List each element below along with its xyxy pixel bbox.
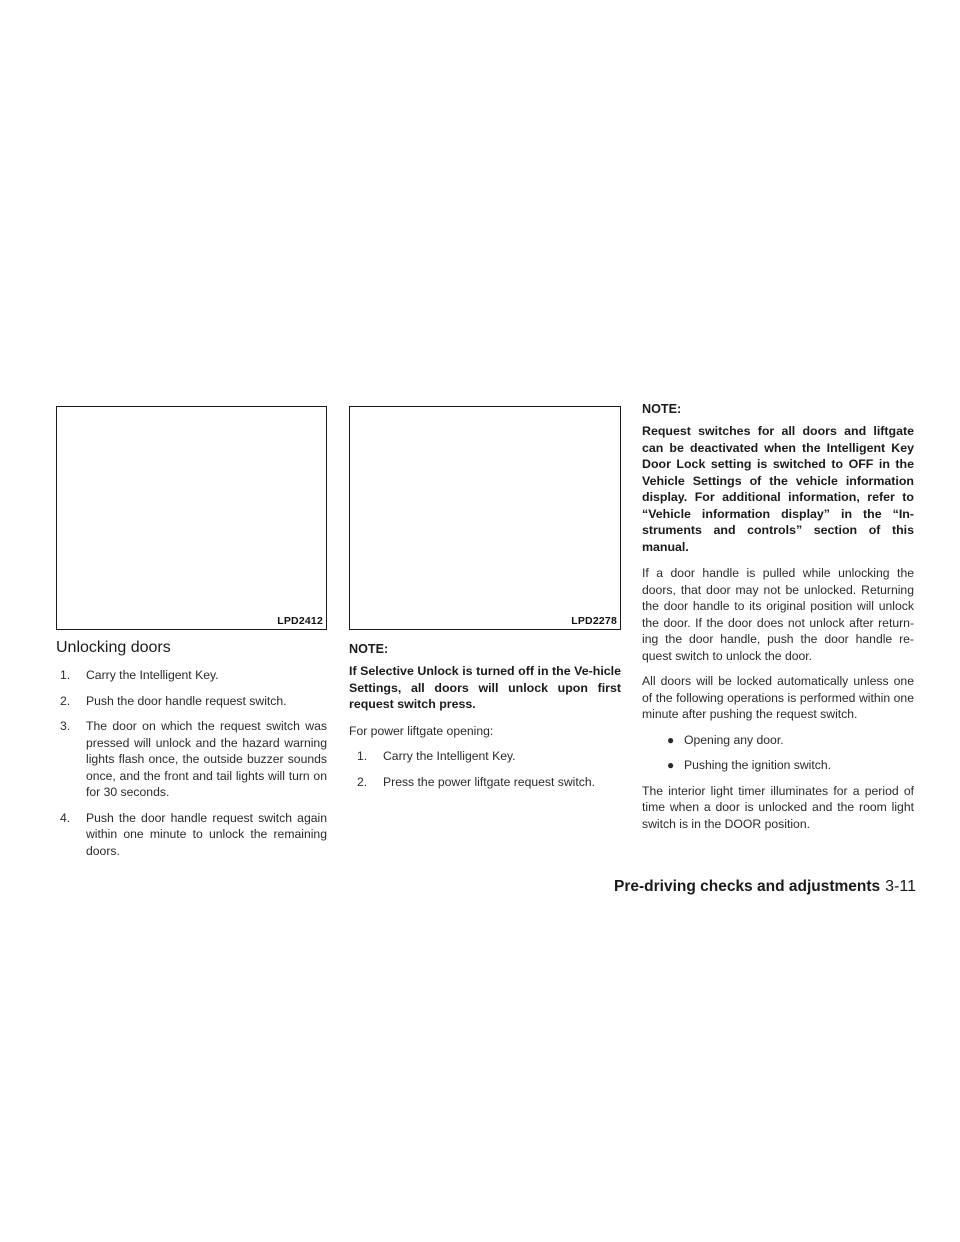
page-footer xyxy=(614,878,916,896)
list-item xyxy=(349,774,621,791)
bullet-icon: ● xyxy=(667,732,675,747)
figure-lpd2412 xyxy=(56,406,327,630)
left-column xyxy=(56,406,327,868)
note-title: NOTE: xyxy=(349,642,389,656)
paragraph: All doors will be locked automatically unless one of the following operations is performed within one minute after pushing the request switch. xyxy=(642,674,914,721)
list-item xyxy=(56,693,327,710)
middle-column xyxy=(349,406,621,799)
step-text: Carry the Intelligent Key. xyxy=(383,749,516,763)
step-text: Push the door handle request switch. xyxy=(86,693,287,708)
liftgate-intro: For power liftgate opening: xyxy=(349,723,494,738)
bullet-text: Opening any door. xyxy=(684,732,784,747)
step-number: 1. xyxy=(357,749,368,763)
step-number: 2. xyxy=(60,693,71,708)
step-text: Press the power liftgate request switch. xyxy=(383,774,596,789)
footer-section-title: Pre-driving checks and adjustments xyxy=(613,878,881,895)
right-column xyxy=(642,402,914,841)
bullet-text: Pushing the ignition switch. xyxy=(684,758,832,772)
bullet-icon: ● xyxy=(667,758,675,772)
list-item xyxy=(349,748,621,765)
list-item xyxy=(642,757,914,774)
step-text: Push the door handle request switch again within one minute to unlock the remaining doors. xyxy=(86,810,327,858)
list-item xyxy=(56,718,327,801)
list-item xyxy=(56,667,327,684)
list-item xyxy=(642,732,914,749)
liftgate-steps-list xyxy=(349,748,621,790)
step-text: The door on which the request switch was pressed will unlock and the hazard warning lights flash once, the outside buzzer sounds once, and the front and tail lights will turn on for 30 seconds. xyxy=(86,719,327,799)
section-heading: Unlocking doors xyxy=(56,639,171,656)
operations-list xyxy=(642,732,914,774)
note-title: NOTE: xyxy=(642,402,682,416)
step-number: 2. xyxy=(357,774,368,789)
step-text: Carry the Intelligent Key. xyxy=(86,668,219,682)
figure-code: LPD2412 xyxy=(277,615,323,627)
note-body: Request switches for all doors and liftgate can be deactivated when the Intelligent Key Door Lock setting is switched to OFF in the Vehicle Settings of the vehicle information display. For additional information, refer to “Vehicle information display” in the “In-struments and controls” section of this manual. xyxy=(642,424,914,554)
figure-lpd2278 xyxy=(349,406,621,630)
page-number: 3-11 xyxy=(885,878,916,895)
step-number: 1. xyxy=(60,668,71,682)
figure-code: LPD2278 xyxy=(571,615,617,627)
list-item xyxy=(56,810,327,860)
step-number: 3. xyxy=(60,719,71,733)
unlock-steps-list xyxy=(56,667,327,859)
paragraph: If a door handle is pulled while unlocking the doors, that door may not be unlocked. Returning the door handle to its original position will unlock the door. If the door does not unlock after return-ing the door handle, push the door handle re-quest switch to unlock the door. xyxy=(642,566,914,663)
note-body: If Selective Unlock is turned off in the Ve-hicle Settings, all doors will unlock upon first request switch press. xyxy=(349,664,621,711)
paragraph: The interior light timer illuminates for a period of time when a door is unlocked and the room light switch is in the DOOR position. xyxy=(642,783,914,831)
step-number: 4. xyxy=(60,810,71,825)
